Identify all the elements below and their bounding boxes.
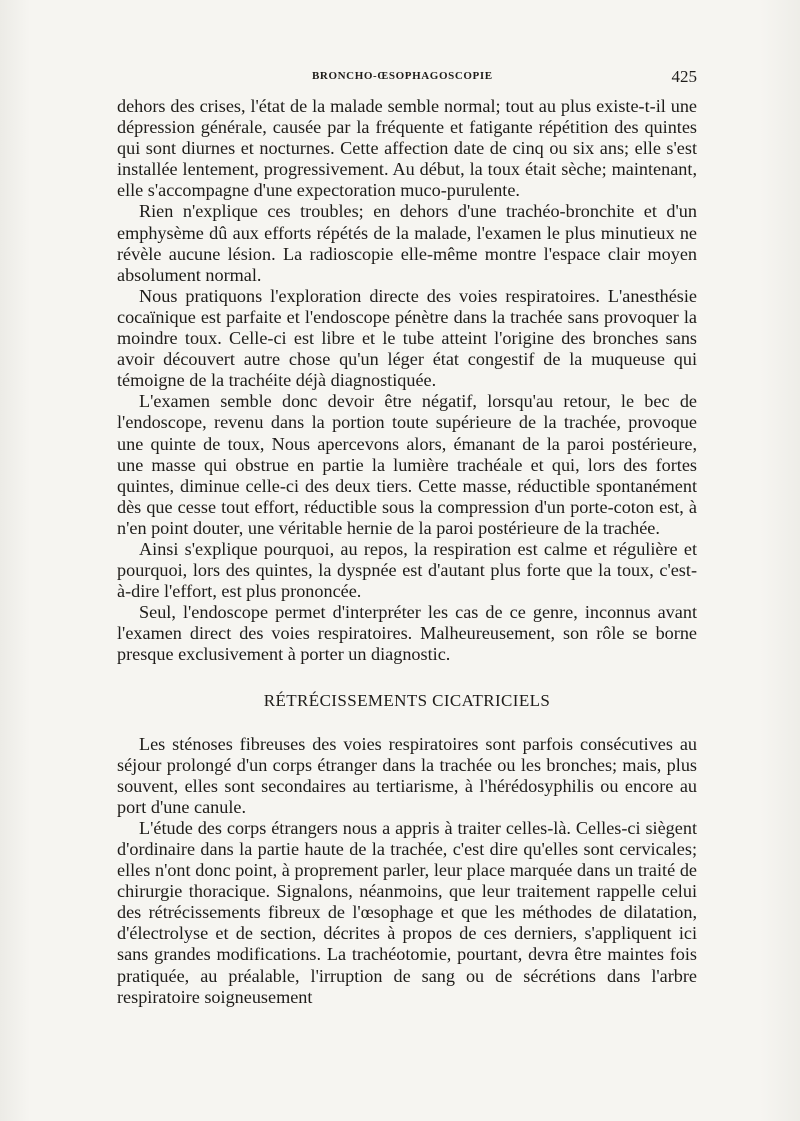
- paragraph: Seul, l'endoscope permet d'interpréter les cas de ce genre, inconnus avant l'examen direct des voies respiratoires. Malheureusement, son rôle se borne presque exclusivement à porter un diagnostic.: [117, 602, 697, 665]
- page-header: [117, 67, 697, 87]
- paragraph: L'examen semble donc devoir être négatif, lorsqu'au retour, le bec de l'endoscope, revenu dans la portion toute supérieure de la trachée, provoque une quinte de toux, Nous apercevons alors, émanant de la paroi postérieure, une masse qui obstrue en partie la lumière trachéale et qui, lors des fortes quintes, diminue celle-ci des deux tiers. Cette masse, réductible spontanément dès que cesse tout effort, réductible sous la compression d'un porte-coton est, à n'en point douter, une véritable hernie de la paroi postérieure de la trachée.: [117, 391, 697, 538]
- paragraph: dehors des crises, l'état de la malade semble normal; tout au plus existe-t-il une dépression générale, causée par la fréquente et fatigante répétition des quintes qui sont diurnes et nocturnes. Cette affection date de cinq ou six ans; elle s'est installée lentement, progressivement. Au début, la toux était sèche; maintenant, elle s'accompagne d'une expectoration muco-purulente.: [117, 96, 697, 201]
- paragraph: Rien n'explique ces troubles; en dehors d'une trachéo-bronchite et d'un emphysème dû aux efforts répétés de la malade, l'examen le plus minutieux ne révèle aucune lésion. La radioscopie elle-même montre l'espace clair moyen absolument normal.: [117, 201, 697, 285]
- section-heading: RÉTRÉCISSEMENTS CICATRICIELS: [263, 690, 551, 710]
- section-heading-wrap: [117, 691, 697, 711]
- page-number: 425: [671, 67, 697, 86]
- paragraph: L'étude des corps étrangers nous a appris à traiter celles-là. Celles-ci siègent d'ordinaire dans la partie haute de la trachée, c'est dire qu'elles sont cervicales; elles n'ont donc point, à proprement parler, leur place marquée dans un traité de chirurgie thoracique. Signalons, néanmoins, que leur traitement rappelle celui des rétrécissements fibreux de l'œsophage et que les méthodes de dilatation, d'électrolyse et de section, décrites à propos de ces derniers, s'appliquent ici sans grandes modifications. La trachéotomie, pourtant, devra être maintes fois pratiquée, au préalable, l'irruption de sang ou de sécrétions dans l'arbre respiratoire soigneusement: [117, 817, 697, 1007]
- running-title: BRONCHO-ŒSOPHAGOSCOPIE: [312, 70, 493, 82]
- paragraph: Les sténoses fibreuses des voies respiratoires sont parfois consécutives au séjour prolongé d'un corps étranger dans la trachée ou les bronches; mais, plus souvent, elles sont secondaires au tertiarisme, à l'hérédosyphilis ou encore au port d'une canule.: [117, 733, 697, 817]
- paragraph: Nous pratiquons l'exploration directe des voies respiratoires. L'anesthésie cocaïnique est parfaite et l'endoscope pénètre dans la trachée sans provoquer la moindre toux. Celle-ci est libre et le tube atteint l'origine des bronches sans avoir découvert autre chose qu'un léger état congestif de la muqueuse qui témoigne de la trachéite déjà diagnostiquée.: [117, 285, 697, 391]
- page-body: [117, 96, 697, 1008]
- paragraph: Ainsi s'explique pourquoi, au repos, la respiration est calme et régulière et pourquoi, lors des quintes, la dyspnée est d'autant plus forte que la toux, c'est-à-dire l'effort, est plus prononcée.: [117, 538, 697, 602]
